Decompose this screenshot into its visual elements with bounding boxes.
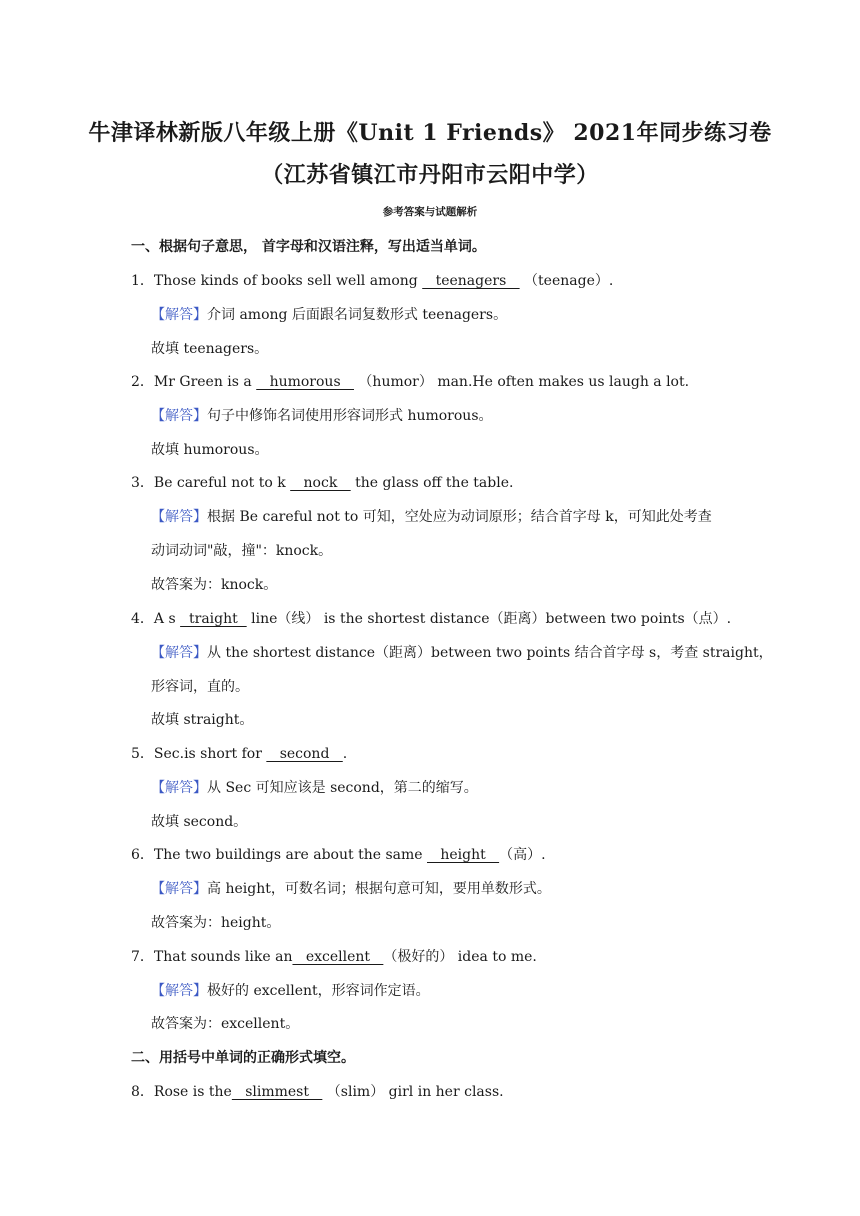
explanation-6 [151,878,551,898]
answer-tag: 【解答】 [151,881,207,897]
question-2 [131,371,689,391]
question-text: 5．Sec.is short for [131,746,267,762]
question-text: the glass off the table. [350,475,514,491]
explanation-3-cont: 动词动词"敲，撞"：knock。 [151,543,333,559]
question-text: 8．Rose is the [131,1084,232,1100]
explanation-3 [151,506,712,526]
explanation-5 [151,777,478,797]
question-text: （极好的） idea to me. [383,949,537,965]
final-answer-7: 故答案为：excellent。 [151,1016,300,1032]
question-4 [131,608,731,628]
explanation-2 [151,405,493,425]
question-3 [131,472,513,492]
explanation-4-cont: 形容词，直的。 [151,679,249,695]
section-heading-1: 一、根据句子意思， 首字母和汉语注释，写出适当单词。 [131,239,486,255]
answer-blank: nock [290,475,351,491]
question-text: 2．Mr Green is a [131,374,257,390]
explanation-text: 极好的 excellent，形容词作定语。 [207,983,430,999]
question-text: （teenage）. [519,273,614,289]
question-8 [131,1081,504,1101]
answer-blank: humorous [256,374,354,390]
final-answer-4: 故填 straight。 [151,712,254,728]
question-text: （slim） girl in her class. [322,1084,504,1100]
explanation-text: 介词 among 后面跟名词复数形式 teenagers。 [207,307,508,323]
answer-blank: traight [180,611,247,627]
question-text: （humor） man.He often makes us laugh a lot. [353,374,690,390]
page-title: 牛津译林新版八年级上册《Unit 1 Friends》 2021年同步练习卷 [88,120,772,146]
answer-tag: 【解答】 [151,983,207,999]
final-answer-3: 故答案为：knock。 [151,577,278,593]
answer-blank: second [266,746,343,762]
answer-tag: 【解答】 [151,780,207,796]
question-text: （高）. [499,847,546,863]
answer-tag: 【解答】 [151,307,207,323]
question-text: 6．The two buildings are about the same [131,847,427,863]
final-answer-5: 故填 second。 [151,814,248,830]
page-title-school: （江苏省镇江市丹阳市云阳中学） [261,162,599,188]
explanation-text: 高 height，可数名词；根据句意可知，要用单数形式。 [207,881,551,897]
question-text: . [342,746,348,762]
explanation-text: 从 Sec 可知应该是 second，第二的缩写。 [207,780,478,796]
question-text: line（线） is the shortest distance（距离）between two points（点）. [246,611,732,627]
final-answer-2: 故填 humorous。 [151,442,269,458]
page-subtitle: 参考答案与试题解析 [382,206,478,218]
final-answer-1: 故填 teenagers。 [151,341,269,357]
answer-blank: excellent [292,949,384,965]
question-7 [131,946,537,966]
question-1 [131,270,613,290]
question-6 [131,844,546,864]
explanation-text: 根据 Be careful not to 可知，空处应为动词原形；结合首字母 k，可知此处考查 [207,509,712,525]
explanation-text: 从 the shortest distance（距离）between two points 结合首字母 s，考查 straight， [207,645,773,661]
section-heading-2: 二、用括号中单词的正确形式填空。 [131,1050,355,1066]
question-text: 1．Those kinds of books sell well among [131,273,423,289]
explanation-1 [151,304,507,324]
question-text: 7．That sounds like an [131,949,293,965]
answer-blank: slimmest [231,1084,323,1100]
answer-tag: 【解答】 [151,408,207,424]
explanation-7 [151,980,430,1000]
question-5 [131,743,347,763]
answer-tag: 【解答】 [151,645,207,661]
question-text: 3．Be careful not to k [131,475,291,491]
question-text: 4．A s [131,611,181,627]
explanation-4 [151,642,773,662]
explanation-text: 句子中修饰名词使用形容词形式 humorous。 [207,408,493,424]
answer-tag: 【解答】 [151,509,207,525]
final-answer-6: 故答案为：height。 [151,915,281,931]
answer-blank: height [427,847,500,863]
answer-blank: teenagers [422,273,520,289]
